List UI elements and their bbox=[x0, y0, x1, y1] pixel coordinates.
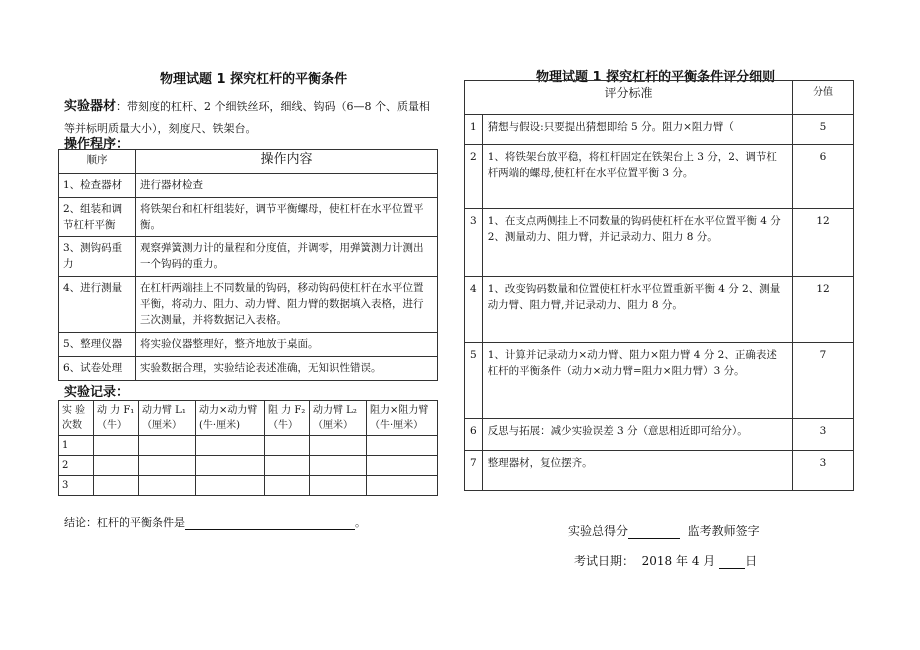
scoring-row bbox=[465, 451, 854, 491]
ops-header-content: 操作内容 bbox=[136, 150, 438, 174]
record-cell[interactable] bbox=[265, 456, 310, 476]
record-cell[interactable] bbox=[196, 436, 265, 456]
ops-header-step: 顺序 bbox=[59, 150, 136, 174]
scoring-score: 5 bbox=[793, 115, 854, 145]
record-cell[interactable] bbox=[94, 436, 139, 456]
record-cell[interactable] bbox=[310, 456, 367, 476]
scoring-row bbox=[465, 145, 854, 209]
record-table bbox=[58, 400, 438, 496]
record-cell[interactable] bbox=[310, 436, 367, 456]
ops-row bbox=[59, 277, 438, 333]
scoring-score: 7 bbox=[793, 343, 854, 419]
scoring-row bbox=[465, 115, 854, 145]
record-cell[interactable] bbox=[265, 436, 310, 456]
ops-content: 在杠杆两端挂上不同数量的钩码，移动钩码使杠杆在水平位置平衡，将动力、阻力、动力臂、阻力臂的数据填入表格，进行三次测量，并将数据记入表格。 bbox=[136, 277, 438, 333]
record-cell[interactable] bbox=[310, 476, 367, 496]
scoring-no: 6 bbox=[465, 419, 483, 451]
record-header-product1: 动力×动力臂(牛·厘米) bbox=[196, 401, 265, 436]
scoring-text: 反思与拓展：减少实验误差 3 分（意思相近即可给分）。 bbox=[482, 419, 792, 451]
total-score-label: 实验总得分 bbox=[568, 524, 629, 538]
record-cell[interactable] bbox=[367, 476, 438, 496]
record-row bbox=[59, 436, 438, 456]
ops-content: 观察弹簧测力计的量程和分度值，并调零，用弹簧测力计测出一个钩码的重力。 bbox=[136, 237, 438, 277]
scoring-score: 6 bbox=[793, 145, 854, 209]
total-score-line bbox=[568, 522, 760, 539]
conclusion-end: 。 bbox=[355, 516, 366, 529]
scoring-no: 1 bbox=[465, 115, 483, 145]
record-header-row bbox=[59, 401, 438, 436]
exam-day-blank[interactable] bbox=[719, 554, 745, 569]
equipment-text: ：带刻度的杠杆、2 个细铁丝环，细线、钩码（6—8 个、质量相等并标明质量大小），刻度尺、铁架台。 bbox=[64, 100, 431, 135]
scoring-score: 3 bbox=[793, 419, 854, 451]
scoring-text: 1、将铁架台放平稳，将杠杆固定在铁架台上 3 分，2、调节杠杆两端的螺母,使杠杆在水平位置平衡 3 分。 bbox=[482, 145, 792, 209]
record-cell[interactable] bbox=[94, 476, 139, 496]
record-header-f2: 阻 力 F₂（牛） bbox=[265, 401, 310, 436]
record-cell[interactable] bbox=[196, 456, 265, 476]
scoring-no: 2 bbox=[465, 145, 483, 209]
record-cell[interactable] bbox=[367, 436, 438, 456]
conclusion-text: 结论：杠杆的平衡条件是 bbox=[64, 516, 185, 529]
scoring-no: 4 bbox=[465, 277, 483, 343]
exam-date-line bbox=[574, 552, 757, 569]
left-title: 物理试题 1 探究杠杆的平衡条件 bbox=[160, 72, 348, 87]
record-cell[interactable] bbox=[94, 456, 139, 476]
ops-step: 3、测钩码重力 bbox=[59, 237, 136, 277]
ops-content: 进行器材检查 bbox=[136, 174, 438, 198]
record-trial: 3 bbox=[59, 476, 94, 496]
exam-date-value: 2018 年 4 月 bbox=[641, 554, 716, 568]
total-score-blank[interactable] bbox=[628, 524, 680, 539]
scoring-header-std: 评分标准 bbox=[465, 81, 793, 115]
exam-date-day: 日 bbox=[745, 554, 758, 568]
ops-step: 2、组装和调节杠杆平衡 bbox=[59, 198, 136, 237]
ops-row bbox=[59, 357, 438, 381]
scoring-score: 12 bbox=[793, 209, 854, 277]
scoring-text: 整理器材，复位摆齐。 bbox=[482, 451, 792, 491]
invigilator-sign-label: 监考教师签字 bbox=[687, 524, 760, 538]
record-trial: 2 bbox=[59, 456, 94, 476]
ops-step: 1、检查器材 bbox=[59, 174, 136, 198]
ops-row bbox=[59, 174, 438, 198]
record-row bbox=[59, 456, 438, 476]
scoring-row bbox=[465, 277, 854, 343]
scoring-row bbox=[465, 209, 854, 277]
ops-content: 将铁架台和杠杆组装好，调节平衡螺母，使杠杆在水平位置平衡。 bbox=[136, 198, 438, 237]
scoring-no: 5 bbox=[465, 343, 483, 419]
record-row bbox=[59, 476, 438, 496]
record-label: 实验记录： bbox=[64, 385, 130, 400]
record-cell[interactable] bbox=[265, 476, 310, 496]
record-header-f1: 动 力 F₁（牛） bbox=[94, 401, 139, 436]
exam-date-label: 考试日期： bbox=[574, 554, 635, 568]
conclusion-blank[interactable] bbox=[185, 516, 355, 530]
conclusion-line bbox=[64, 514, 366, 530]
scoring-text: 1、在支点两侧挂上不同数量的钩码使杠杆在水平位置平衡 4 分 2、测量动力、阻力臂，并记录动力、阻力 8 分。 bbox=[482, 209, 792, 277]
record-trial: 1 bbox=[59, 436, 94, 456]
scoring-score: 12 bbox=[793, 277, 854, 343]
scoring-text: 1、计算并记录动力×动力臂、阻力×阻力臂 4 分 2、正确表述杠杆的平衡条件（动力×动力臂=阻力×阻力臂）3 分。 bbox=[482, 343, 792, 419]
record-cell[interactable] bbox=[196, 476, 265, 496]
ops-step: 5、整理仪器 bbox=[59, 333, 136, 357]
record-header-l1: 动力臂 L₁（厘米） bbox=[139, 401, 196, 436]
record-header-trial: 实 验 次数 bbox=[59, 401, 94, 436]
equipment-label: 实验器材 bbox=[64, 99, 117, 114]
ops-step: 4、进行测量 bbox=[59, 277, 136, 333]
ops-content: 实验数据合理，实验结论表述准确，无知识性错误。 bbox=[136, 357, 438, 381]
right-title: 物理试题 1 探究杠杆的平衡条件评分细则 bbox=[536, 70, 776, 85]
operations-table bbox=[58, 149, 438, 381]
ops-row bbox=[59, 198, 438, 237]
scoring-text: 猜想与假设:只要提出猜想即给 5 分。阻力×阻力臂（ bbox=[482, 115, 792, 145]
scoring-table bbox=[464, 80, 854, 491]
scoring-row bbox=[465, 419, 854, 451]
scoring-no: 3 bbox=[465, 209, 483, 277]
record-cell[interactable] bbox=[139, 476, 196, 496]
ops-header-row bbox=[59, 150, 438, 174]
scoring-score: 3 bbox=[793, 451, 854, 491]
scoring-row bbox=[465, 343, 854, 419]
record-cell[interactable] bbox=[139, 456, 196, 476]
ops-step: 6、试卷处理 bbox=[59, 357, 136, 381]
ops-row bbox=[59, 237, 438, 277]
scoring-header-score: 分值 bbox=[793, 81, 854, 115]
procedure-label: 操作程序： bbox=[64, 137, 130, 152]
scoring-text: 1、改变钩码数量和位置使杠杆水平位置重新平衡 4 分 2、测量动力臂、阻力臂,并记录动力、阻力 8 分。 bbox=[482, 277, 792, 343]
record-cell[interactable] bbox=[367, 456, 438, 476]
ops-row bbox=[59, 333, 438, 357]
record-cell[interactable] bbox=[139, 436, 196, 456]
record-header-l2: 动力臂 L₂（厘米） bbox=[310, 401, 367, 436]
scoring-no: 7 bbox=[465, 451, 483, 491]
scoring-header-row bbox=[465, 81, 854, 115]
ops-content: 将实验仪器整理好，整齐地放于桌面。 bbox=[136, 333, 438, 357]
record-header-product2: 阻力×阻力臂（牛·厘米） bbox=[367, 401, 438, 436]
